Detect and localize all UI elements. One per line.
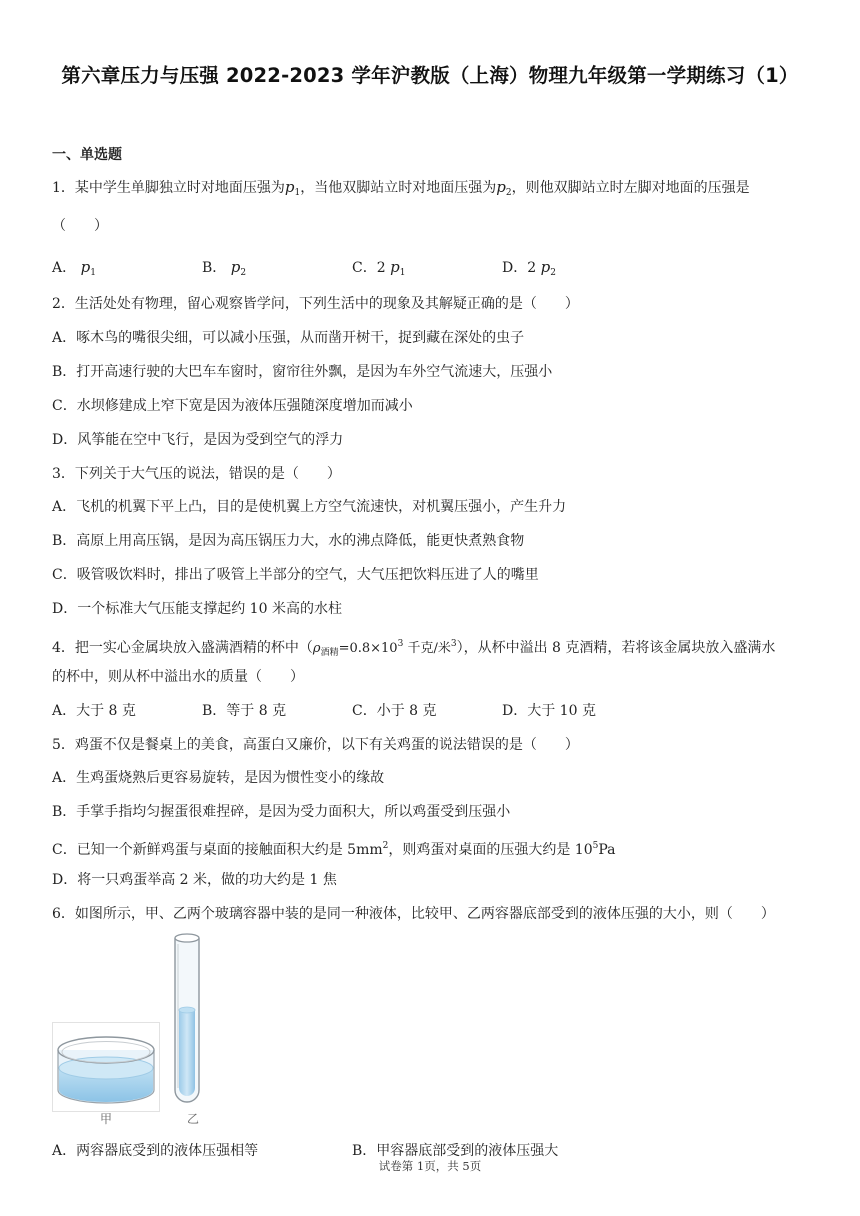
- page-title: 第六章压力与压强 2022-2023 学年沪教版（上海）物理九年级第一学期练习（1）: [61, 64, 799, 87]
- question-3-option-a: A．飞机的机翼下平上凸，目的是使机翼上方空气流速快，对机翼压强小，产生升力: [52, 499, 567, 515]
- label-jia: 甲: [100, 1112, 113, 1126]
- question-1-paren: （ ）: [52, 218, 108, 234]
- question-3-stem: 3．下列关于大气压的说法，错误的是（ ）: [52, 466, 341, 482]
- question-2-stem: 2．生活处处有物理，留心观察皆学问，下列生活中的现象及其解疑正确的是（ ）: [52, 296, 579, 312]
- question-4-option-a: A．大于 8 克: [52, 703, 136, 719]
- question-4-stem: 4．把一实心金属块放入盛满酒精的杯中（$\rho_{酒精}=0.8\times 10^3$ 千克/米$^3$），从杯中溢出 8 克酒精，若将该金属块放入盛满水: [52, 639, 776, 658]
- question-3-option-b: B．高原上用高压锅，是因为高压锅压力大，水的沸点降低，能更快煮熟食物: [52, 533, 525, 549]
- question-2-option-a: A．啄木鸟的嘴很尖细，可以减小压强，从而凿开树干，捉到藏在深处的虫子: [52, 330, 525, 346]
- question-1-stem: 1．某中学生单脚独立时对地面压强为$p_1$，当他双脚站立时对地面压强为$p_2$，则他双脚站立时左脚对地面的压强是: [52, 178, 750, 198]
- container-yi-figure: [170, 930, 204, 1106]
- question-5-option-d: D．将一只鸡蛋举高 2 米，做的功大约是 1 焦: [52, 872, 337, 888]
- question-3-option-d: D．一个标准大气压能支撑起约 10 米高的水柱: [52, 601, 342, 617]
- question-6-option-b: B．甲容器底部受到的液体压强大: [352, 1143, 559, 1159]
- question-6-option-a: A．两容器底受到的液体压强相等: [52, 1143, 259, 1159]
- label-yi: 乙: [187, 1112, 200, 1126]
- question-4-option-d: D．大于 10 克: [502, 703, 596, 719]
- container-jia-figure: [52, 1022, 160, 1112]
- question-1-option-b: B． $p_2$: [202, 258, 247, 278]
- question-5-stem: 5．鸡蛋不仅是餐桌上的美食，高蛋白又廉价，以下有关鸡蛋的说法错误的是（ ）: [52, 737, 579, 753]
- question-2-option-c: C．水坝修建成上窄下宽是因为液体压强随深度增加而减小: [52, 398, 413, 414]
- section-heading: 一、单选题: [52, 147, 122, 163]
- question-4-stem-line2: 的杯中，则从杯中溢出水的质量（ ）: [52, 669, 304, 685]
- question-1-option-d: D．2 $p_2$: [502, 258, 556, 278]
- question-2-option-d: D．风筝能在空中飞行，是因为受到空气的浮力: [52, 432, 344, 448]
- question-4-option-c: C．小于 8 克: [352, 703, 437, 719]
- question-5-option-b: B．手掌手指均匀握蛋很难捏碎，是因为受力面积大，所以鸡蛋受到压强小: [52, 804, 511, 820]
- question-5-option-a: A．生鸡蛋烧熟后更容易旋转，是因为惯性变小的缘故: [52, 770, 385, 786]
- question-3-option-c: C．吸管吸饮料时，排出了吸管上半部分的空气，大气压把饮料压进了人的嘴里: [52, 567, 539, 583]
- page-footer: 试卷第 1页，共 5页: [378, 1159, 482, 1173]
- question-2-option-b: B．打开高速行驶的大巴车车窗时，窗帘往外飘，是因为车外空气流速大，压强小: [52, 364, 553, 380]
- question-1-option-a: A． $p_1$: [52, 258, 96, 278]
- question-6-stem: 6．如图所示，甲、乙两个玻璃容器中装的是同一种液体，比较甲、乙两容器底部受到的液体压强的大小，则（ ）: [52, 906, 775, 922]
- question-4-option-b: B．等于 8 克: [202, 703, 287, 719]
- question-1-option-c: C．2 $p_1$: [352, 258, 406, 278]
- question-5-option-c: C．已知一个新鲜鸡蛋与桌面的接触面积大约是 $5mm^2$，则鸡蛋对桌面的压强大约是 $10^5Pa$: [52, 841, 616, 858]
